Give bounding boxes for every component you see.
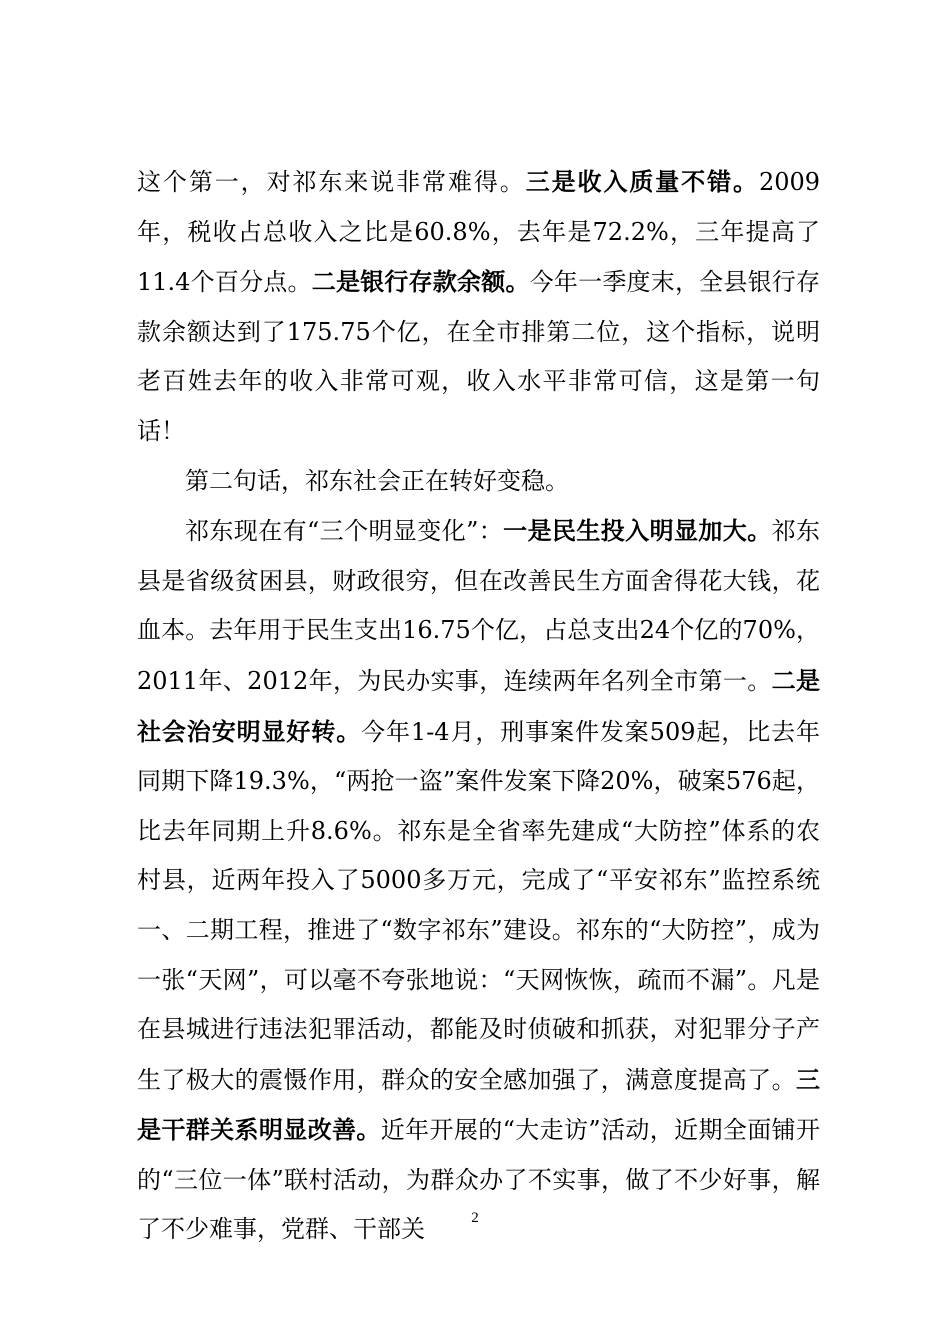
bold-heading: 一是民生投入明显加大。 <box>503 516 772 546</box>
bold-heading: 三是干群关系明显改善。 <box>137 1064 820 1145</box>
text-run: 今年一季度末，全县银行存款余额达到了175.75个亿，在全市排第二位，这个指标，说明老百姓去年的收入非常可观，收入水平非常可信，这是第一句话！ <box>137 268 821 445</box>
text-run: 祁东现在有“三个明显变化”： <box>185 517 504 546</box>
text-run: 今年1-4月，刑事案件发案509起，比去年同期下降19.3%，“两抢一盗”案件发案下降20%，破案576起，比去年同期上升8.6%。祁东是全省率先建成“大防控”体系的农村县，近两年投入了5000多万元，完成了“平安祁东”监控系统一、二期工程，推进了“数字祁东”建设。祁东的“大防控”，成为一张“天网”，可以毫不夸张地说：“天网恢恢，疏而不漏”。凡是在县城进行违法犯罪活动，都能及时侦破和抓获，对犯罪分子产生了极大的震慑作用，群众的安全感加强了，满意度提高了。 <box>137 717 821 1094</box>
text-run: 第二句话，祁东社会正在转好变稳。 <box>185 466 569 495</box>
bold-heading: 二是社会治安明显好转。 <box>137 665 821 746</box>
text-run: 近年开展的“大走访”活动，近期全面铺开的“三位一体”联村活动，为群众办了不实事，做了不少好事，解了不少难事，党群、干部关 <box>137 1116 820 1244</box>
bold-heading: 三是收入质量不错。 <box>525 167 759 196</box>
paragraph-1 <box>137 157 820 457</box>
bold-heading: 二是银行存款余额。 <box>311 267 530 297</box>
paragraph-3 <box>137 506 820 1255</box>
body-text <box>137 157 820 1255</box>
text-run: 这个第一，对祁东来说非常难得。 <box>137 168 526 196</box>
page-number: 2 <box>471 1210 479 1226</box>
text-run: 祁东县是省级贫困县，财政很穷，但在改善民生方面舍得花大钱，花血本。去年用于民生支出16.75个亿，占总支出24个亿的70%，2011年、2012年，为民办实事，连续两年名列全市第一。 <box>137 517 820 695</box>
text-run: 2009年，税收占总收入之比是60.8%，去年是72.2%，三年提高了11.4个百分点。 <box>137 168 821 297</box>
paragraph-2 <box>137 457 820 507</box>
